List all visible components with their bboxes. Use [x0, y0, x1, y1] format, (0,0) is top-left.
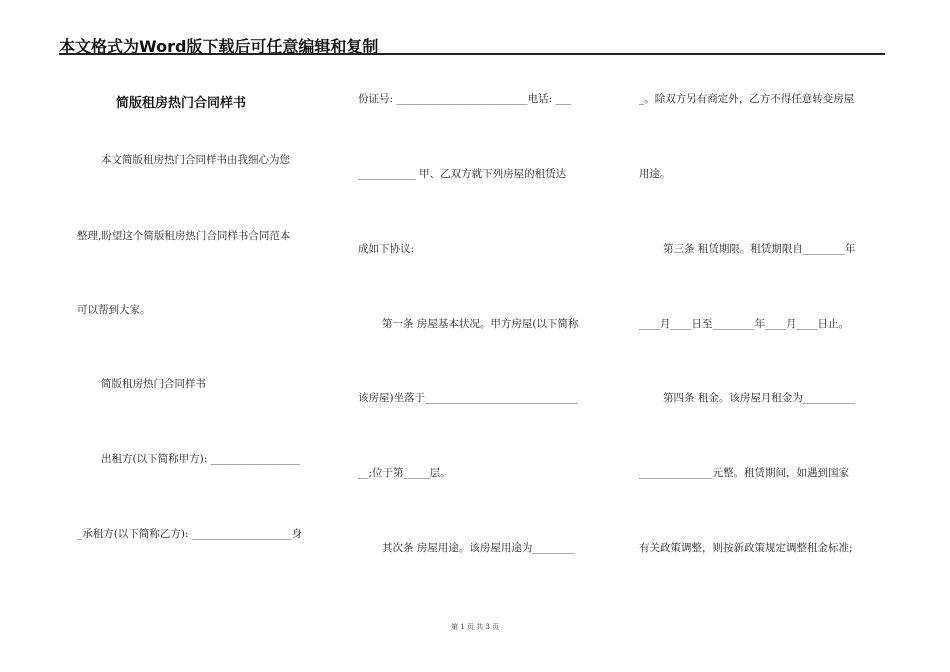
document-title: 简版租房热门合同样书 [116, 96, 247, 111]
header-banner: 本文格式为Word版下载后可任意编辑和复制 [59, 37, 379, 56]
paragraph-line: 成如下协议: [358, 243, 415, 255]
paragraph-line: __;位于第_____层。 [358, 467, 451, 479]
column-1 [0, 0, 340, 672]
section-heading: 简版租房热门合同样书 [101, 378, 206, 390]
article-heading: 其次条 房屋用途。该房屋用途为________ [382, 542, 575, 554]
column-3 [620, 0, 920, 672]
paragraph-line: 可以帮到大家。 [77, 304, 151, 316]
paragraph-line: ____月____日至________年____月____日止。 [639, 318, 849, 330]
paragraph-line: 本文简版租房热门合同样书由我细心为您 [101, 154, 290, 166]
paragraph-line: 出租方(以下简称甲方): _________________ [101, 453, 300, 465]
paragraph-line: 份证号: _________________________电话: ___ [358, 93, 572, 105]
paragraph-line: 该房屋)坐落于_____________________________ [358, 392, 578, 404]
article-heading: 第四条 租金。该房屋月租金为__________ [663, 392, 856, 404]
article-heading: 第三条 租赁期限。租赁期限自________年 [663, 243, 856, 255]
paragraph-line: ___________ 甲、乙双方就下列房屋的租赁达 [358, 168, 567, 180]
column-2 [340, 0, 620, 672]
paragraph-line: 用途。 [639, 168, 671, 180]
paragraph-line: 有关政策调整，则按新政策规定调整租金标准; [639, 542, 853, 554]
page-indicator: 第 1 页 共 3 页 [450, 623, 500, 631]
paragraph-line: _承租方(以下简称乙方): ___________________身 [77, 528, 303, 540]
paragraph-line: _。除双方另有商定外，乙方不得任意转变房屋 [639, 93, 855, 105]
paragraph-line: 整理,盼望这个简版租房热门合同样书合同范本 [77, 230, 291, 242]
paragraph-line: ______________元整。租赁期间，如遇到国家 [639, 467, 849, 479]
article-heading: 第一条 房屋基本状况。甲方房屋(以下简称 [382, 318, 579, 330]
